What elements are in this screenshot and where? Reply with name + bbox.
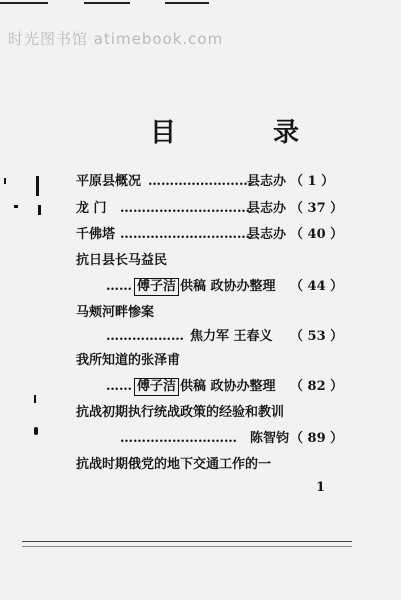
toc-leader: ………………………… [120, 227, 250, 242]
toc-entry-page: （ 82 ） [290, 379, 344, 394]
toc-entry-title: 平原县概况 [76, 174, 142, 189]
toc-entry-author: 县志办 [247, 174, 287, 189]
toc-entry-title: 抗日县长马益民 [76, 253, 168, 268]
toc-entry-page: （ 44 ） [290, 279, 344, 294]
contributor-box: 傅子洁 [134, 378, 179, 396]
toc-entry-page: （ 40 ） [290, 227, 344, 242]
toc-entry-author: 县志办 [247, 201, 287, 216]
toc-entry-title: 抗战初期执行统战政策的经验和教训 [76, 405, 285, 420]
toc-entry-title: 抗战时期俄党的地下交通工作的一 [76, 457, 272, 472]
toc-entry-contributor [134, 378, 179, 396]
bottom-rule [22, 541, 352, 542]
watermark: 时光图书馆 atimebook.com [8, 30, 224, 48]
toc-entry-page: （ 1 ） [290, 174, 335, 189]
page-title: 目 录 [150, 118, 344, 148]
toc-entry-page: （ 53 ） [290, 329, 344, 344]
toc-leader: ……………………… [120, 431, 237, 446]
toc-entry-author: 供稿 政协办整理 [180, 279, 276, 294]
page-number: 1 [316, 480, 326, 495]
toc-leader: …… [106, 379, 132, 394]
toc-leader: …… [106, 279, 132, 294]
toc-entry-title: 我所知道的张泽甫 [76, 353, 181, 368]
toc-leader: …………………… [148, 174, 252, 189]
toc-entry-author: 供稿 政协办整理 [180, 379, 276, 394]
bottom-rule-secondary [22, 546, 352, 547]
toc-entry-title: 千佛塔 [76, 227, 116, 242]
toc-entry-contributor [134, 278, 179, 296]
toc-entry-author: 焦力军 王春义 [190, 329, 273, 344]
toc-entry-title: 龙 门 [76, 201, 107, 216]
toc-entry-author: 陈智钧 [250, 431, 290, 446]
toc-entry-page: （ 37 ） [290, 201, 344, 216]
toc-entry-title: 马颊河畔惨案 [76, 305, 155, 320]
toc-leader: ……………… [106, 329, 184, 344]
toc-entry-author: 县志办 [247, 227, 287, 242]
toc-leader: ………………………… [120, 201, 250, 216]
toc-entry-page: （ 89 ） [290, 431, 344, 446]
contributor-box: 傅子洁 [134, 278, 179, 296]
